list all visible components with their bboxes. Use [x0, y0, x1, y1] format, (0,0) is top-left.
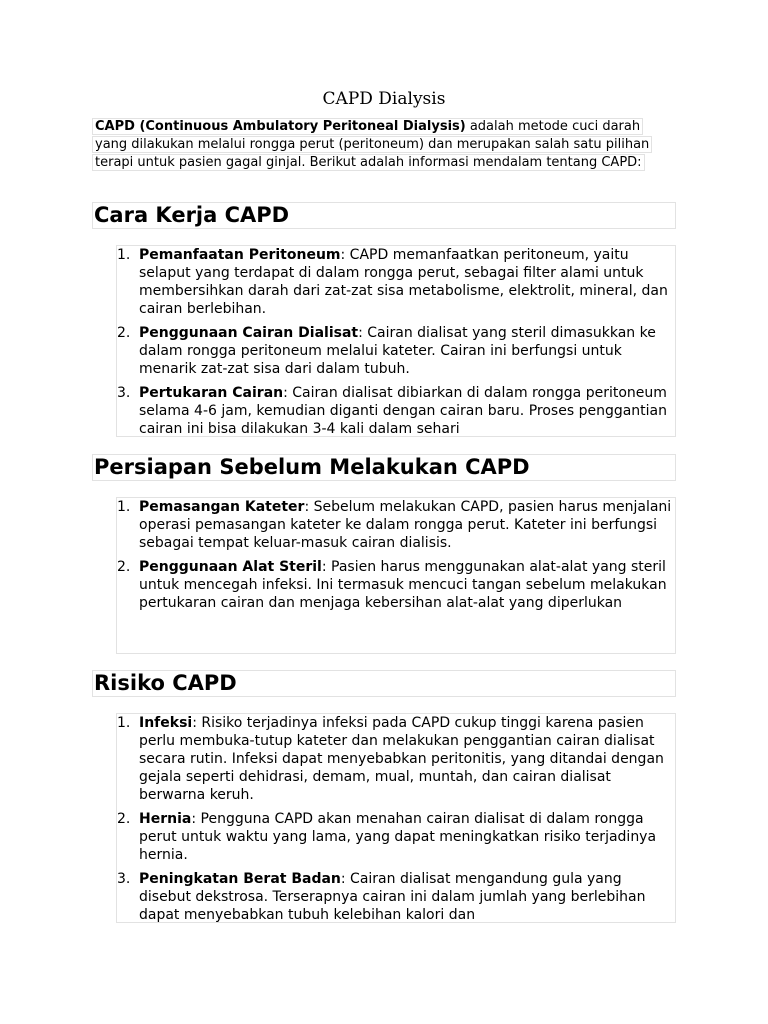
list-item [117, 870, 675, 923]
list-item-term: Pertukaran Cairan [139, 385, 284, 401]
list-number: 2. [117, 325, 131, 341]
section-heading-cara-kerja: Cara Kerja CAPD [94, 203, 290, 227]
list-item [117, 558, 675, 612]
list-number: 2. [117, 811, 131, 827]
list-number: 1. [117, 247, 131, 263]
section-heading-box [92, 202, 676, 229]
list-item-term: Penggunaan Alat Steril [139, 559, 322, 575]
intro-paragraph [92, 118, 676, 172]
list-item-term: Peningkatan Berat Badan [139, 871, 341, 887]
list-number: 2. [117, 559, 131, 575]
list-item-term: Pemanfaatan Peritoneum [139, 247, 341, 263]
list-item [117, 714, 675, 804]
section-list-persiapan [116, 497, 676, 654]
section-heading-box [92, 670, 676, 697]
list-number: 1. [117, 499, 131, 515]
list-item-text: : Risiko terjadinya infeksi pada CAPD cukup tinggi karena pasien perlu membuka-tutup kateter dan melakukan penggantian cairan dialisat secara rutin. Infeksi dapat menyebabkan peritonitis, yang ditandai dengan gejala seperti dehidrasi, demam, mual, muntah, dan cairan dialisat berwarna keruh. [139, 715, 664, 803]
section-heading-risiko: Risiko CAPD [94, 671, 237, 695]
section-list-cara-kerja [116, 245, 676, 437]
list-item-term: Infeksi [139, 715, 193, 731]
section-heading-persiapan: Persiapan Sebelum Melakukan CAPD [94, 455, 530, 479]
list-number: 1. [117, 715, 131, 731]
document-title: CAPD Dialysis [322, 89, 446, 109]
section-heading-box [92, 454, 676, 481]
list-item-term: Penggunaan Cairan Dialisat [139, 325, 359, 341]
list-item-text: : Sebelum melakukan CAPD, pasien harus menjalani operasi pemasangan kateter ke dalam rongga perut. Kateter ini berfungsi sebagai tempat keluar-masuk cairan dialisis. [139, 499, 672, 551]
list-item [117, 246, 675, 318]
list-item-text: : Cairan dialisat mengandung gula yang disebut dekstrosa. Terserapnya cairan ini dalam jumlah yang berlebihan dapat menyebabkan tubuh kelebihan kalori dan [139, 871, 646, 923]
list-item [117, 810, 675, 864]
list-item-text: : Cairan dialisat dibiarkan di dalam rongga peritoneum selama 4-6 jam, kemudian diganti dengan cairan baru. Proses penggantian cairan ini bisa dilakukan 3-4 kali dalam sehari [139, 385, 667, 437]
list-item-text: : Pengguna CAPD akan menahan cairan dialisat di dalam rongga perut untuk waktu yang lama, yang dapat meningkatkan risiko terjadinya hernia. [139, 811, 657, 863]
list-item-term: Pemasangan Kateter [139, 499, 305, 515]
list-item [117, 384, 675, 438]
list-number: 3. [117, 385, 131, 401]
list-number: 3. [117, 871, 131, 887]
intro-bold-term: CAPD (Continuous Ambulatory Peritoneal Dialysis) [95, 119, 466, 134]
list-item-text: : Cairan dialisat yang steril dimasukkan ke dalam rongga peritoneum melalui kateter. Cairan ini berfungsi untuk menarik zat-zat sisa dari dalam tubuh. [139, 325, 656, 377]
intro-text: adalah metode cuci darah yang dilakukan melalui rongga perut (peritoneum) dan merupakan salah satu pilihan terapi untuk pasien gagal ginjal. Berikut adalah informasi mendalam tentang CAPD: [95, 119, 650, 170]
list-item [117, 498, 675, 552]
list-item-text: : Pasien harus menggunakan alat-alat yang steril untuk mencegah infeksi. Ini termasuk mencuci tangan sebelum melakukan pertukaran cairan dan menjaga kebersihan alat-alat yang diperlukan [139, 559, 667, 611]
section-list-risiko [116, 713, 676, 923]
list-item-term: Hernia [139, 811, 192, 827]
list-item-text: : CAPD memanfaatkan peritoneum, yaitu selaput yang terdapat di dalam rongga perut, sebagai filter alami untuk membersihkan darah dari zat-zat sisa metabolisme, elektrolit, mineral, dan cairan berlebihan. [139, 247, 668, 317]
list-item [117, 324, 675, 378]
